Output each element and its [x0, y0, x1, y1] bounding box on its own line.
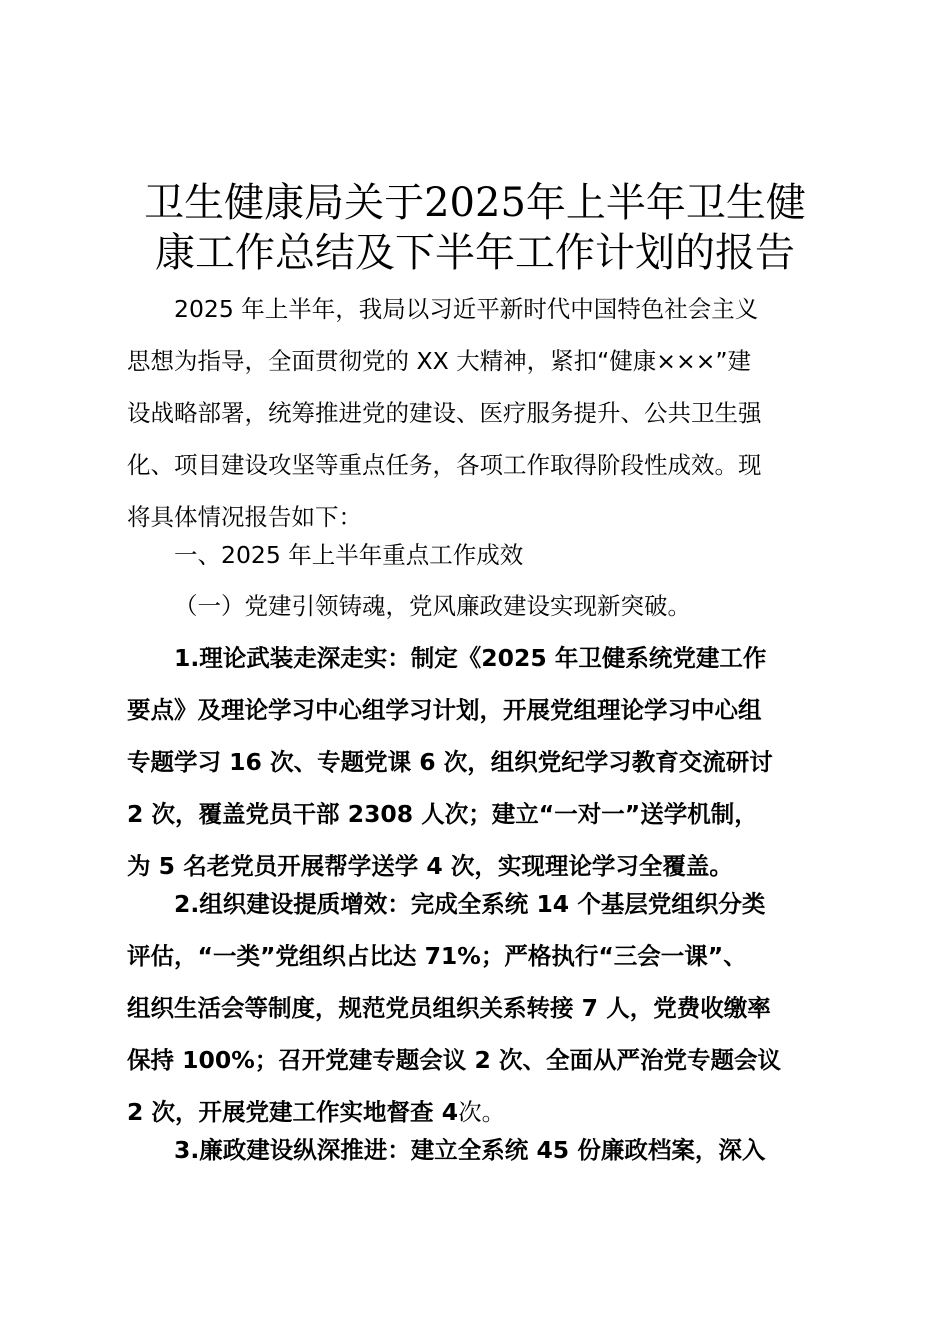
- text-line: 1.理论武装走深走实：制定《2025 年卫健系统党建工作: [174, 644, 767, 672]
- text-line: 思想为指导，全面贯彻党的 XX 大精神，紧扣“健康×××”建: [127, 347, 752, 375]
- title-line: 卫生健康局关于2025年上半年卫生健: [144, 180, 806, 226]
- item-2-paragraph: [127, 878, 833, 1138]
- document-title: [100, 178, 850, 278]
- subsection-heading: [127, 580, 833, 632]
- text-normal-segment: 次。: [458, 1098, 506, 1126]
- text-line: 将具体情况报告如下：: [127, 503, 362, 531]
- item-1-paragraph: [127, 632, 833, 892]
- section-heading-text: 一、2025 年上半年重点工作成效: [174, 541, 524, 569]
- text-line: 2.组织建设提质增效：完成全系统 14 个基层党组织分类: [174, 890, 766, 918]
- title-line: 康工作总结及下半年工作计划的报告: [155, 230, 795, 276]
- item-3-paragraph: [127, 1124, 833, 1176]
- text-line: 为 5 名老党员开展帮学送学 4 次，实现理论学习全覆盖。: [127, 852, 733, 880]
- text-line: 专题学习 16 次、专题党课 6 次，组织党纪学习教育交流研讨: [127, 748, 773, 776]
- text-line: 化、项目建设攻坚等重点任务，各项工作取得阶段性成效。现: [127, 451, 762, 479]
- text-line: 评估，“一类”党组织占比达 71%；严格执行“三会一课”、: [127, 942, 747, 970]
- section-heading: [127, 529, 833, 581]
- text-line: 2025 年上半年，我局以习近平新时代中国特色社会主义: [174, 295, 759, 323]
- text-line: 组织生活会等制度，规范党员组织关系转接 7 人，党费收缴率: [127, 994, 771, 1022]
- text-line: 2 次，覆盖党员干部 2308 人次；建立“一对一”送学机制，: [127, 800, 758, 828]
- text-bold-segment: 2 次，开展党建工作实地督查 4: [127, 1098, 459, 1126]
- text-line: 设战略部署，统筹推进党的建设、医疗服务提升、公共卫生强: [127, 399, 762, 427]
- text-line: 要点》及理论学习中心组学习计划，开展党组理论学习中心组: [127, 696, 762, 724]
- text-line: 保持 100%；召开党建专题会议 2 次、全面从严治党专题会议: [127, 1046, 781, 1074]
- intro-paragraph: [127, 283, 833, 543]
- text-line: 3.廉政建设纵深推进：建立全系统 45 份廉政档案，深入: [174, 1136, 766, 1164]
- subsection-heading-text: （一）党建引领铸魂，党风廉政建设实现新突破。: [174, 592, 691, 620]
